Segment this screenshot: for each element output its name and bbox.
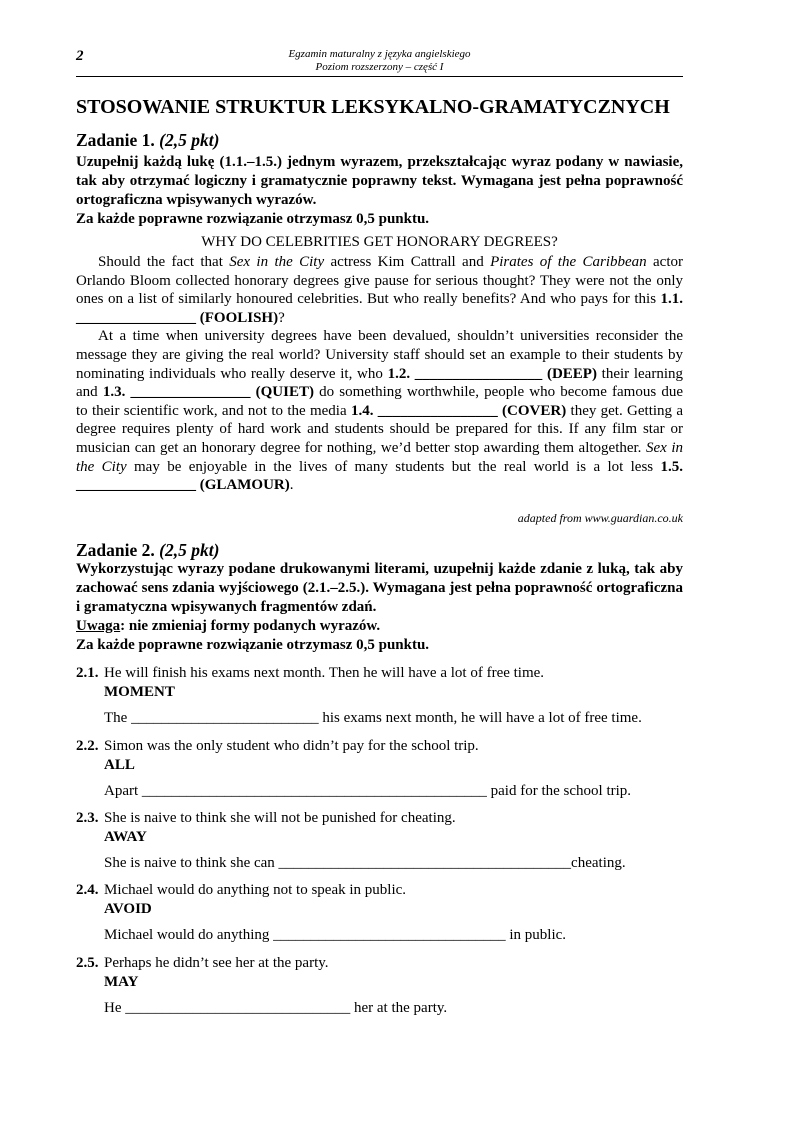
item-sentence: Perhaps he didn’t see her at the party. [104, 955, 329, 971]
task2-item-3 [76, 809, 686, 873]
article-title: WHY DO CELEBRITIES GET HONORARY DEGREES? [201, 234, 558, 250]
item-keyword: ALL [104, 757, 135, 773]
item-number: 2.3. [76, 810, 99, 826]
exam-name: Egzamin maturalny z języka angielskiego [288, 48, 471, 60]
item-sentence: She is naive to think she will not be punished for cheating. [104, 810, 456, 826]
article-paragraph-1: Should the fact that Sex in the City actress Kim Cattrall and Pirates of the Caribbean actor Orlando Bloom collected honorary degrees give pause for serious thought? They were not the only ones on a list of similarly honoured celebrities. But who really benefits? And who pays for this 1.1. ________________ (FOOLISH)? [76, 254, 683, 326]
task2-note [76, 617, 683, 636]
task2-title: Zadanie 2. [76, 540, 155, 560]
gap-1-4[interactable]: 1.4. ________________ (COVER) [350, 402, 567, 419]
gap-1-1[interactable]: ________________ (FOOLISH) [76, 309, 279, 326]
task2-item-4 [76, 881, 686, 945]
item-answer-line[interactable]: The _________________________ his exams next month, he will have a lot of free time. [104, 710, 642, 726]
exam-header-title [76, 48, 683, 74]
gap-1-3[interactable]: 1.3. ________________ (QUIET) [102, 384, 314, 401]
item-sentence: He will finish his exams next month. Then he will have a lot of free time. [104, 665, 545, 681]
task1-points: (2,5 pkt) [159, 130, 220, 150]
item-number: 2.1. [76, 665, 99, 681]
item-answer-line[interactable]: He ______________________________ her at the party. [104, 1000, 448, 1016]
exam-level: Poziom rozszerzony – część I [315, 61, 444, 73]
gap-1-2[interactable]: 1.2. _________________ (DEEP) [387, 365, 597, 382]
task2-item-1 [76, 664, 686, 728]
article-text [76, 253, 683, 495]
task2-item-5 [76, 954, 686, 1018]
page-number: 2 [76, 48, 84, 64]
item-answer-line[interactable]: She is naive to think she can _______________________________________cheating. [104, 855, 626, 871]
item-number: 2.4. [76, 882, 99, 898]
task2-item-2 [76, 737, 686, 801]
item-answer-line[interactable]: Michael would do anything _______________________________ in public. [104, 927, 567, 943]
gap-1-1-number: 1.1. [660, 291, 683, 308]
article-paragraph-2: At a time when university degrees have been devalued, shouldn’t universities reconsider the message they are giving the real world? University staff should set an example to their students by nominating individuals who really deserve it, who 1.2. _________________ (DEEP) their learning and 1.3. ________________ (QUIET) do something worthwhile, people who become famous due to their scientific work, and not to the media 1.4. ________________ (COVER) they get. Getting a degree requires plenty of hard work and students should be prepared for this. If any film star or musician can get an honorary degree for nothing, we’d better stop awarding them altogether. Sex in the City may be enjoyable in the lives of many students but the real world is a lot less 1.5. ________________ (GLAMOUR). [76, 328, 684, 494]
task1-instruction: Uzupełnij każdą lukę (1.1.–1.5.) jednym wyrazem, przekształcając wyraz podany w nawiasie, tak aby otrzymać logiczny i gramatycznie poprawny tekst. Wymagana jest pełna poprawność ortograficzna wpisywanych wyrazów. [76, 154, 683, 208]
note-label: Uwaga [76, 618, 121, 634]
task1-heading [76, 130, 219, 151]
item-keyword: MOMENT [104, 684, 175, 700]
task2-points: (2,5 pkt) [159, 540, 220, 560]
item-number: 2.2. [76, 738, 99, 754]
task2-instruction-block [76, 560, 683, 655]
gap-1-5[interactable]: 1.5. ________________ (GLAMOUR) [76, 458, 683, 494]
item-answer-line[interactable]: Apart ______________________________________________ paid for the school trip. [104, 783, 632, 799]
task2-heading [76, 540, 219, 561]
item-keyword: MAY [104, 974, 139, 990]
item-number: 2.5. [76, 955, 99, 971]
task2-instruction: Wykorzystując wyrazy podane drukowanymi literami, uzupełnij każde zdanie z luką, tak aby zachować sens zdania wyjściowego (2.1.–2.5.). Wymagana jest pełna poprawność ortograficzna i gramatyczna wpisywanych fragmentów zdań. [76, 561, 683, 615]
item-sentence: Michael would do anything not to speak in public. [104, 882, 407, 898]
item-keyword: AWAY [104, 829, 147, 845]
page-header [76, 44, 683, 77]
item-keyword: AVOID [104, 901, 152, 917]
task1-scoring: Za każde poprawne rozwiązanie otrzymasz 0,5 punktu. [76, 211, 430, 227]
note-text: : nie zmieniaj formy podanych wyrazów. [120, 618, 381, 634]
article-source: adapted from www.guardian.co.uk [517, 511, 683, 525]
task1-title: Zadanie 1. [76, 130, 155, 150]
task1-instruction-block [76, 153, 683, 229]
task2-scoring: Za każde poprawne rozwiązanie otrzymasz 0,5 punktu. [76, 637, 430, 653]
section-title: STOSOWANIE STRUKTUR LEKSYKALNO-GRAMATYCZNYCH [76, 96, 670, 118]
item-sentence: Simon was the only student who didn’t pay for the school trip. [104, 738, 479, 754]
